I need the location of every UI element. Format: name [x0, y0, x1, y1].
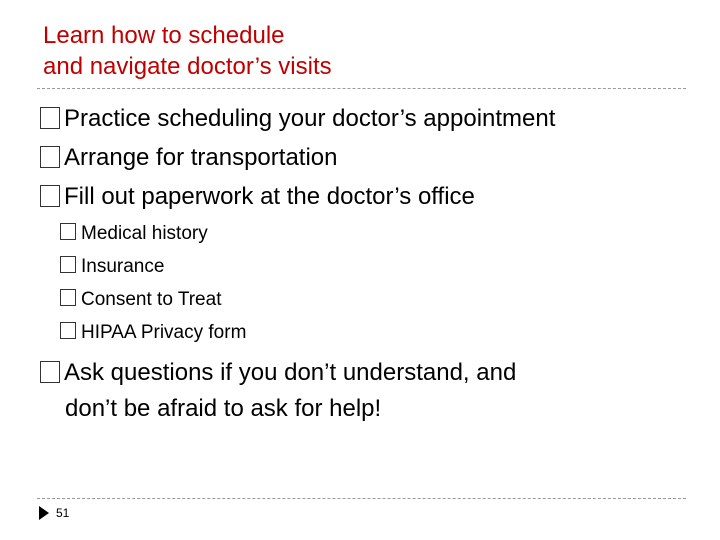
sub-bullet-hipaa-privacy-form — [60, 321, 246, 345]
box-bullet-icon — [40, 146, 60, 168]
slide-title-line-2: and navigate doctor’s visits — [43, 53, 332, 80]
triangle-marker-icon — [39, 506, 49, 520]
box-bullet-icon — [40, 361, 60, 383]
box-bullet-icon — [40, 185, 60, 207]
sub-bullet-text: HIPAA Privacy form — [81, 322, 247, 343]
bullet-item-ask-questions — [40, 358, 516, 388]
bullet-continuation-text: don’t be afraid to ask for help! — [65, 395, 382, 422]
bullet-text: Fill out paperwork at the doctor’s office — [64, 183, 475, 210]
slide-title-line-1: Learn how to schedule — [43, 22, 285, 49]
sub-bullet-consent-to-treat — [60, 288, 221, 312]
sub-bullet-insurance — [60, 255, 164, 279]
sub-bullet-text: Consent to Treat — [81, 289, 222, 310]
box-bullet-icon — [60, 256, 76, 273]
box-bullet-icon — [60, 223, 76, 240]
box-bullet-icon — [60, 322, 76, 339]
slide-title — [43, 20, 683, 82]
bullet-item-arrange-transportation — [40, 143, 337, 173]
page-number: 51 — [56, 506, 70, 520]
bottom-divider — [37, 498, 686, 499]
bullet-text: Practice scheduling your doctor’s appointment — [64, 105, 556, 132]
top-divider — [37, 88, 686, 89]
sub-bullet-text: Medical history — [81, 223, 208, 244]
sub-bullet-text: Insurance — [81, 256, 165, 277]
bullet-item-practice-scheduling — [40, 104, 555, 134]
bullet-item-fill-out-paperwork — [40, 182, 475, 212]
box-bullet-icon — [40, 107, 60, 129]
bullet-text: Ask questions if you don’t understand, and — [64, 359, 517, 386]
bullet-text: Arrange for transportation — [64, 144, 338, 171]
sub-bullet-medical-history — [60, 222, 208, 246]
box-bullet-icon — [60, 289, 76, 306]
